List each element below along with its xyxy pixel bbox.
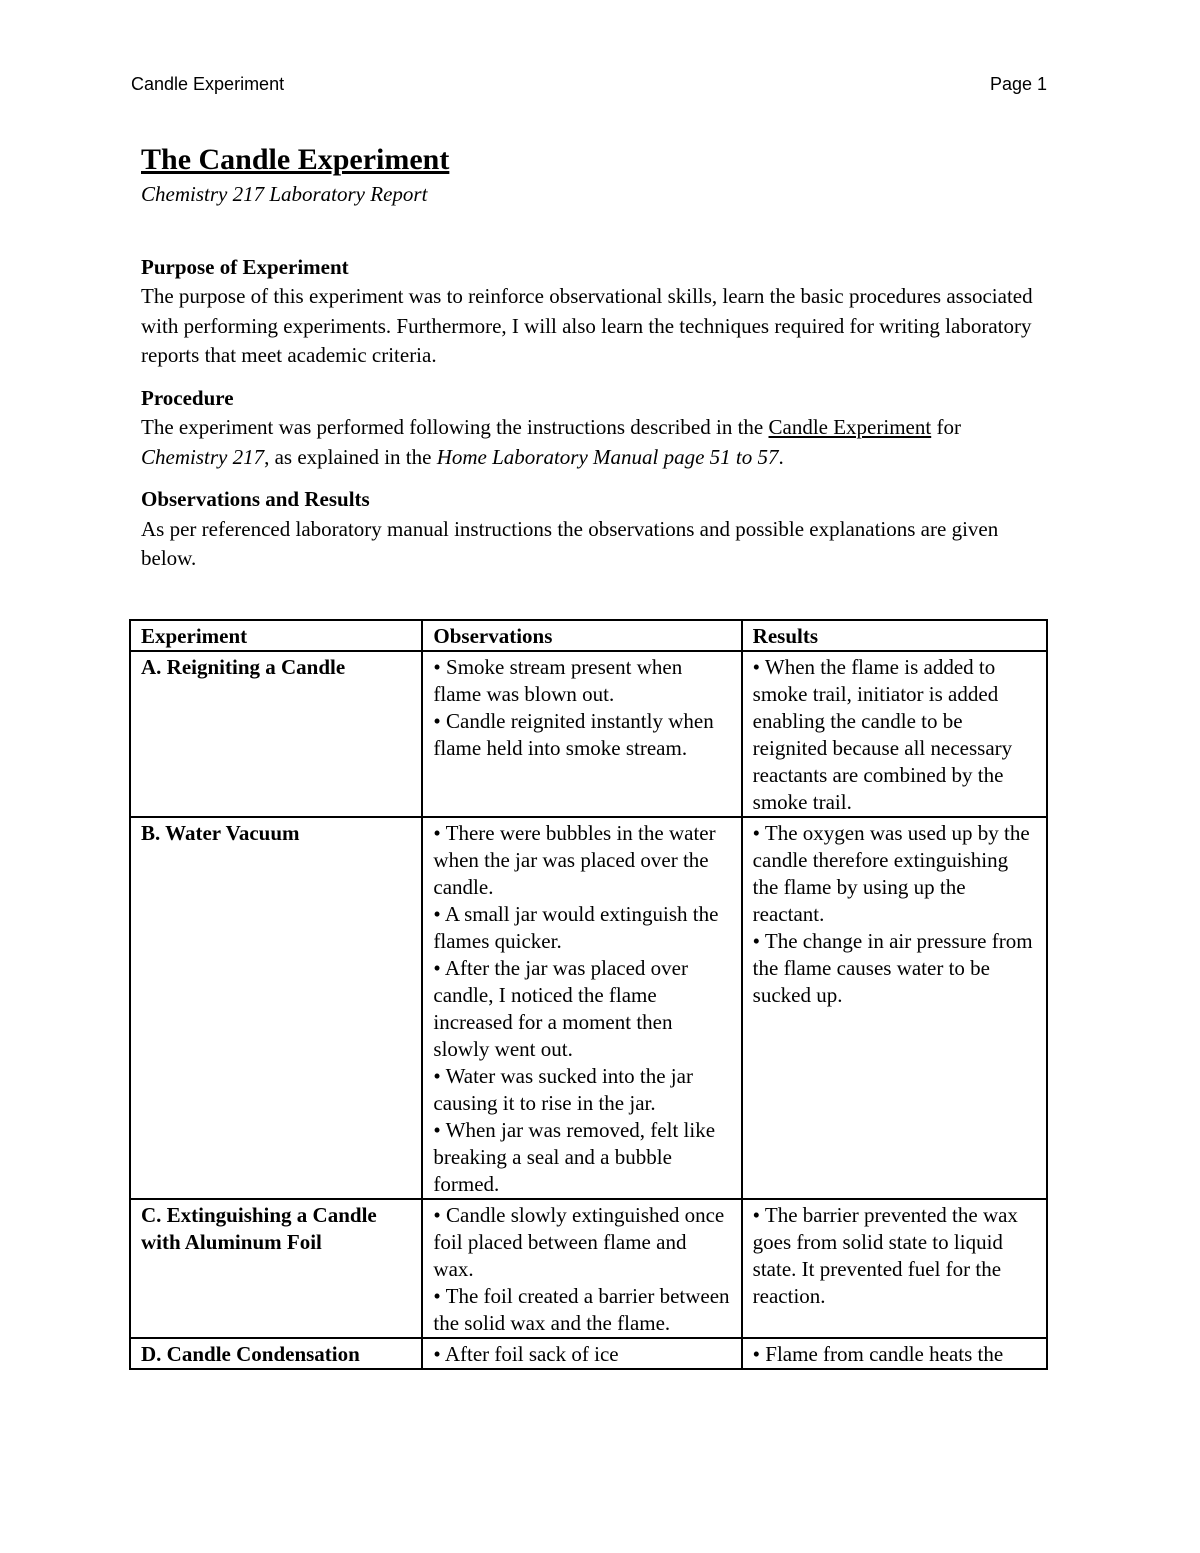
header-observations: Observations <box>422 620 741 651</box>
table-row <box>130 1199 1047 1338</box>
document-subtitle: Chemistry 217 Laboratory Report <box>141 182 428 206</box>
observations-cell <box>422 1199 741 1338</box>
manual-reference: Home Laboratory Manual page 51 to 57 <box>436 444 779 469</box>
experiment-cell: C. Extinguishing a Candle with Aluminum Foil <box>130 1199 422 1338</box>
result-item: • The change in air pressure from the flame causes water to be sucked up. <box>752 929 1033 1007</box>
page-header <box>131 74 1047 100</box>
observation-item: • The foil created a barrier between the solid wax and the flame. <box>433 1284 730 1335</box>
observation-item: • There were bubbles in the water when the jar was placed over the candle. <box>433 821 716 899</box>
procedure-text-part-3: , as explained in the <box>264 444 437 469</box>
observations-cell <box>422 651 741 817</box>
result-item: • The barrier prevented the wax goes from solid state to liquid state. It prevented fuel for the reaction. <box>752 1203 1018 1308</box>
results-cell <box>742 1199 1047 1338</box>
table-header-row <box>130 620 1047 651</box>
document-title: The Candle Experiment <box>141 143 450 176</box>
procedure-text <box>141 413 1051 472</box>
observations-text: As per referenced laboratory manual instructions the observations and possible explanations are given below. <box>141 516 999 570</box>
header-results: Results <box>742 620 1047 651</box>
result-item: • When the flame is added to smoke trail, initiator is added enabling the candle to be reignited because all necessary reactants are combined by the smoke trail. <box>752 655 1013 814</box>
result-item: • Flame from candle heats the <box>752 1342 1004 1366</box>
results-cell <box>742 1338 1047 1369</box>
purpose-heading: Purpose of Experiment <box>141 254 349 279</box>
experiment-cell: D. Candle Condensation <box>130 1338 422 1369</box>
purpose-text: The purpose of this experiment was to reinforce observational skills, learn the basic procedures associated with performing experiments. Furthermore, I will also learn the techniques required for writing laboratory reports that meet academic criteria. <box>141 284 1033 367</box>
procedure-text-part-2: for <box>931 415 961 439</box>
observation-item: • Candle slowly extinguished once foil placed between flame and wax. <box>433 1203 725 1281</box>
document-body <box>141 140 1051 574</box>
results-table <box>129 619 1048 1370</box>
header-doc-title: Candle Experiment <box>131 74 285 94</box>
experiment-cell: B. Water Vacuum <box>130 817 422 1199</box>
candle-experiment-link[interactable]: Candle Experiment <box>768 415 932 439</box>
header-experiment: Experiment <box>130 620 422 651</box>
observation-item: • Candle reignited instantly when flame held into smoke stream. <box>433 709 714 760</box>
observations-heading: Observations and Results <box>141 487 370 511</box>
result-item: • The oxygen was used up by the candle therefore extinguishing the flame by using up the reactant. <box>752 821 1030 926</box>
observation-item: • A small jar would extinguish the flames quicker. <box>433 902 719 953</box>
course-name: Chemistry 217 <box>141 444 265 469</box>
table-row <box>130 651 1047 817</box>
observations-cell <box>422 817 741 1199</box>
observations-cell <box>422 1338 741 1369</box>
results-cell <box>742 817 1047 1199</box>
observation-item: • Water was sucked into the jar causing it to rise in the jar. <box>433 1064 693 1115</box>
observation-item: • Smoke stream present when flame was blown out. <box>433 655 683 706</box>
table-row <box>130 1338 1047 1369</box>
observation-item: • When jar was removed, felt like breaking a seal and a bubble formed. <box>433 1118 716 1196</box>
observation-item: • After foil sack of ice <box>433 1342 619 1366</box>
experiment-cell: A. Reigniting a Candle <box>130 651 422 817</box>
observation-item: • After the jar was placed over candle, I noticed the flame increased for a moment then slowly went out. <box>433 956 688 1061</box>
procedure-text-part-1: The experiment was performed following the instructions described in the <box>141 415 769 439</box>
header-page-number: Page 1 <box>989 74 1047 94</box>
procedure-heading: Procedure <box>141 385 234 410</box>
results-cell <box>742 651 1047 817</box>
table-row <box>130 817 1047 1199</box>
procedure-text-part-4: . <box>778 444 784 469</box>
